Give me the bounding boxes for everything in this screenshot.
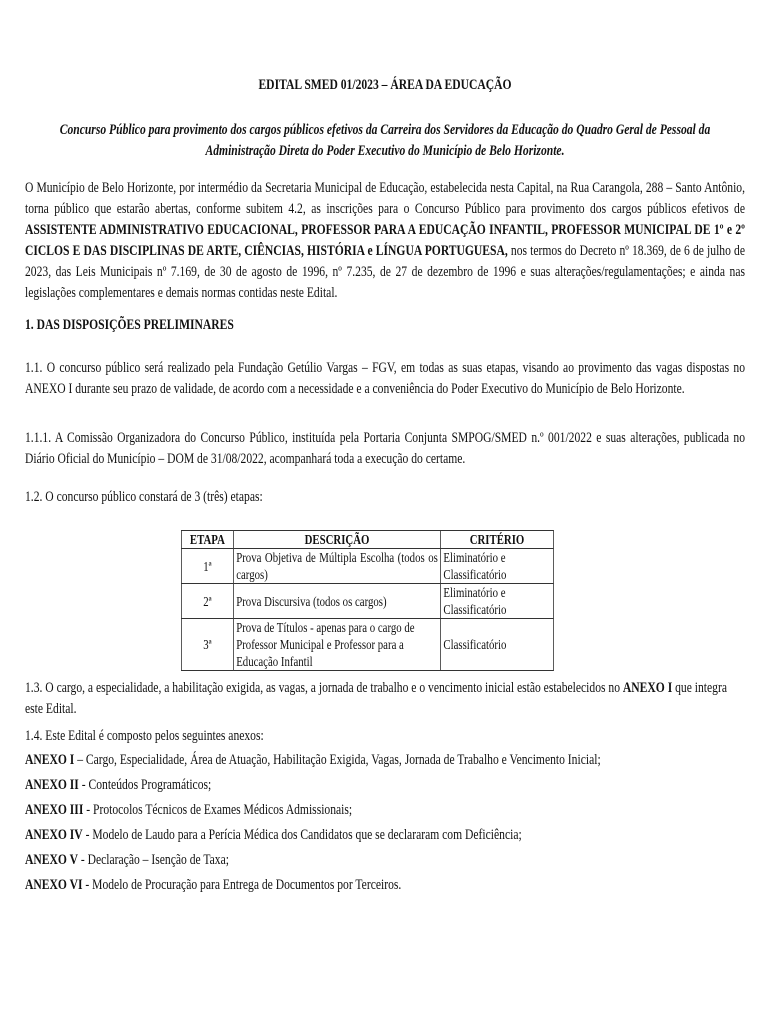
section-heading: 1. DAS DISPOSIÇÕES PRELIMINARES (25, 317, 234, 333)
cell-criterio: Eliminatório e Classificatório (441, 549, 554, 584)
table-row (181, 584, 553, 619)
annex-item (25, 873, 745, 898)
annex-text: – Cargo, Especialidade, Área de Atuação, Habilitação Exigida, Vagas, Jornada de Trabalho e Vencimento Inicial; (74, 752, 601, 768)
table-row (181, 549, 553, 584)
cell-etapa: 2ª (181, 584, 233, 619)
cell-descricao: Prova Objetiva de Múltipla Escolha (todos os cargos) (233, 549, 440, 584)
annex-item (25, 823, 745, 848)
paragraph-1-1: 1.1. O concurso público será realizado pela Fundação Getúlio Vargas – FGV, em todas as suas etapas, visando ao provimento das vagas dispostas no ANEXO I durante seu prazo de validade, de acordo com a necessidade e a conveniência do Poder Executivo do Município de Belo Horizonte. (25, 360, 745, 397)
annex-text: - Declaração – Isenção de Taxa; (77, 852, 229, 868)
document-title: EDITAL SMED 01/2023 – ÁREA DA EDUCAÇÃO (258, 77, 512, 93)
header-criterio: CRITÉRIO (441, 531, 554, 549)
annex-label: ANEXO I (25, 752, 75, 768)
document-subtitle: Concurso Público para provimento dos cargos públicos efetivos da Carreira dos Servidores da Educação do Quadro Geral de Pessoal da Administração Direta do Poder Executivo do Município de Belo Horizonte. (59, 122, 711, 159)
header-descricao: DESCRIÇÃO (233, 531, 440, 549)
annex-label: ANEXO III (25, 802, 84, 818)
annex-item (25, 773, 745, 798)
p13-anexo: ANEXO I (622, 680, 673, 696)
p13-text: 1.3. O cargo, a especialidade, a habilitação exigida, as vagas, a jornada de trabalho e o vencimento inicial estão estabelecidos no (25, 680, 623, 696)
cell-descricao: Prova Discursiva (todos os cargos) (233, 584, 440, 619)
annex-label: ANEXO IV (25, 827, 83, 843)
p13-text-2: que integra este Edital. (25, 680, 727, 717)
annex-label: ANEXO VI (25, 877, 83, 893)
paragraph-1-3 (25, 678, 745, 720)
annex-label: ANEXO V (25, 852, 78, 868)
annex-text: - Protocolos Técnicos de Exames Médicos Admissionais; (83, 802, 353, 818)
cell-descricao: Prova de Títulos - apenas para o cargo de Professor Municipal e Professor para a Educação Infantil (233, 619, 440, 671)
paragraph-1-2: 1.2. O concurso público constará de 3 (três) etapas: (25, 489, 263, 505)
annex-item (25, 748, 745, 773)
header-etapa: ETAPA (181, 531, 233, 549)
intro-text: O Município de Belo Horizonte, por intermédio da Secretaria Municipal de Educação, estabelecida nesta Capital, na Rua Carangola, 288 – Santo Antônio, torna público que estarão abertas, conforme subitem 4.2, as inscrições para o Concurso Público para provimento dos cargos públicos efetivos de (25, 180, 745, 217)
annex-item (25, 798, 745, 823)
cell-etapa: 1ª (181, 549, 233, 584)
annex-label: ANEXO II (25, 777, 79, 793)
annex-text: - Conteúdos Programáticos; (78, 777, 212, 793)
table-header-row (181, 531, 553, 549)
annex-item (25, 848, 745, 873)
intro-cargos: ASSISTENTE ADMINISTRATIVO EDUCACIONAL, PROFESSOR PARA A EDUCAÇÃO INFANTIL, PROFESSOR MUNICIPAL DE 1º e 2º CICLOS E DAS DISCIPLINAS DE ARTE, CIÊNCIAS, HISTÓRIA e LÍNGUA PORTUGUESA, (25, 222, 745, 259)
paragraph-1-4: 1.4. Este Edital é composto pelos seguintes anexos: (25, 728, 264, 744)
cell-criterio: Classificatório (441, 619, 554, 671)
cell-criterio: Eliminatório e Classificatório (441, 584, 554, 619)
intro-text-2: nos termos do Decreto nº 18.369, de 6 de julho de 2023, das Leis Municipais nº 7.169, de 30 de agosto de 1996, nº 7.235, de 27 de dezembro de 1996 e suas alterações/regulamentações; e ainda nas legislações complementares e demais normas contidas neste Edital. (25, 243, 745, 301)
annex-list (25, 748, 745, 898)
cell-etapa: 3ª (181, 619, 233, 671)
intro-paragraph (25, 178, 745, 304)
paragraph-1-1-1: 1.1.1. A Comissão Organizadora do Concurso Público, instituída pela Portaria Conjunta SMPOG/SMED n.º 001/2022 e suas alterações, publicada no Diário Oficial do Município – DOM de 31/08/2022, acompanhará toda a execução do certame. (25, 430, 745, 467)
stages-table (181, 530, 554, 671)
annex-text: - Modelo de Laudo para a Perícia Médica dos Candidatos que se declararam com Deficiência; (82, 827, 522, 843)
annex-text: - Modelo de Procuração para Entrega de Documentos por Terceiros. (82, 877, 402, 893)
table-row (181, 619, 553, 671)
